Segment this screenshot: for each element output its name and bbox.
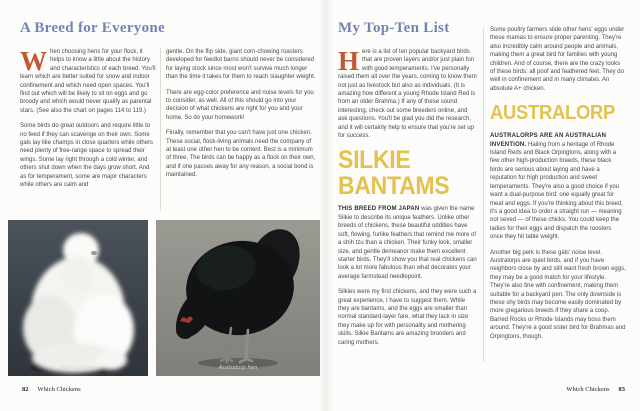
paragraph: Finally, remember that you can't have just one chicken. These social, flock-living animals need the company of at least one other hen to be content. Best is a minimum of three. The birds can be happy as a flock on their own, and if one passes away for any reason, a social bond is maintained. <box>166 130 316 179</box>
paragraph: Some birds do great outdoors and require little to no feed if they can scavenge on their own. Some gals lay like champs in close quarters while others need plenty of free-range space to spread their wings. Some lay right through a cold winter, and others shut down when the days grow short. And as for temperament, some are major characters while others are calm and <box>20 123 154 189</box>
paragraph: Silkies were my first chickens, and they were such a great experience, I have to suggest them. While they are bantams, and the eggs are smaller than normal standard-layer fare, what they lack in size they make up for with personality and mothering skills. Silkie Bantams are amazing brooders and caring mothers. <box>338 289 477 346</box>
paragraph-text: was given the name Silkie to describe its unique feathers. Unlike other breeds of chickens, these beautiful oddities have soft, flowing, furlike feathers that remind me more of a shih tzu than a chicken. Their funky look, smaller size, and gentle demeanor make them excellent starter birds. They'll show you that real chickens can look a lot more fabulous than what decorates your average farmstead needlepoint. <box>338 206 477 280</box>
right-page-title: My Top-Ten List <box>338 20 450 36</box>
silkie-heading-line1: SILKIE <box>338 146 411 175</box>
right-page-number: 83 <box>618 386 625 393</box>
australorp-section-heading: AUSTRALORP <box>490 102 616 125</box>
right-page-folio <box>566 386 625 393</box>
column-divider <box>160 48 161 211</box>
dropcap-w: W <box>20 46 47 76</box>
lead-in-text: AUSTRALORPS ARE AN AUSTRALIAN INVENTION. <box>490 133 607 148</box>
page-gutter <box>318 0 334 411</box>
right-column-2 <box>490 26 626 341</box>
left-page-number: 82 <box>22 386 29 393</box>
silkie-section-heading <box>338 147 467 199</box>
paragraph <box>20 48 156 115</box>
left-page-folio <box>22 386 81 393</box>
lead-in-text: THIS BREED FROM JAPAN <box>338 206 420 213</box>
paragraph <box>338 205 478 281</box>
paragraph <box>490 132 626 241</box>
australorp-caption: Australorp hen <box>218 365 258 371</box>
paragraph: Another big perk is these gals' noise level. Australorps are quiet birds, and if you have neighbors close by and still want fresh brown eggs, they may be a good match for your lifestyle. They're also fine with confinement, making them suitable for a backyard pen. The only downside is these shy birds may become easily dominated by more gregarious breeds if they share a coop. Barred Rocks or Rhode Islands may boss them around. They're a good sister bird for Brahmas and Orpingtons, though. <box>490 249 626 340</box>
paragraph-text: ere is a list of ten popular backyard birds that are proven layers and/or just plain fun with good temperaments. I've personally raised them all over the years, coming to know them not just as livestock but also as individuals. (It is amazing how different a young Rhode Island Red is from an older Brahma.) If any of these sound interesting, check out some breeders online, and ask questions. You'll be glad you did the research, and it will certainly help to ensure that you're set up for success. <box>338 49 477 140</box>
right-running-title: Which Chickens <box>566 386 610 393</box>
silkie-heading-line2: BANTAMS <box>338 172 450 201</box>
australorp-hen-illustration <box>156 220 320 376</box>
left-column-2 <box>166 48 316 180</box>
left-running-title: Which Chickens <box>37 386 81 393</box>
paragraph: gentle. On the flip side, giant corn-chowing roasters developed for feedlot barns should never be considered for laying stock since most won't survive much longer than the time it takes for them to reach slaughter weight. <box>166 49 316 81</box>
right-column-1 <box>338 48 478 347</box>
paragraph-text: Hailing from a heritage of Rhode Island Reds and Black Orpingtons, along with a few other high-production breeds, these black birds are serious about laying and have a reputation for high production and sweet temperaments. They're also a good choice if you want a dual-purpose bird: one equally great for meat and eggs. If you're thinking about this breed, it's a good idea to order a straight run — meaning not sexed — of these chicks. You could keep the ladies for their eggs and dispatch the roosters once they hit table weight. <box>490 141 623 241</box>
left-column-1 <box>20 48 156 190</box>
silkie-chicken-illustration <box>8 220 148 376</box>
left-page-title: A Breed for Everyone <box>20 20 166 36</box>
paragraph: Some poultry farmers slide other hens' eggs under these mamas to ensure proper parenting. They're also incredibly calm around people and animals, making them a great bird for families with young children. And of course, there are the crazy looks of these birds: all poof and feathered feet. They do well in confinement and in many climates. An absolute A+ chicken. <box>490 27 625 92</box>
paragraph: There are egg-color preference and noise levels for you to consider, as well. All of this should go into your decision of what chickens are right for you and your home. So do your homework! <box>166 89 314 121</box>
silkie-photo <box>8 220 148 376</box>
paragraph <box>338 48 478 140</box>
dropcap-h: H <box>338 46 360 76</box>
silkie-caption: Silkie bantam <box>60 365 96 371</box>
paragraph-text: hen choosing hens for your flock, it helps to know a little about the history and characteristics of each breed. You'll learn which are better suited for snow and indoor confinement and which need open spaces. You'll find out which will be likely to sit on eggs and go broody and which would never qualify as parental stars. (See also the chart on pages 114 to 119.) <box>20 49 156 114</box>
column-divider <box>483 28 484 362</box>
australorp-photo <box>156 220 320 376</box>
